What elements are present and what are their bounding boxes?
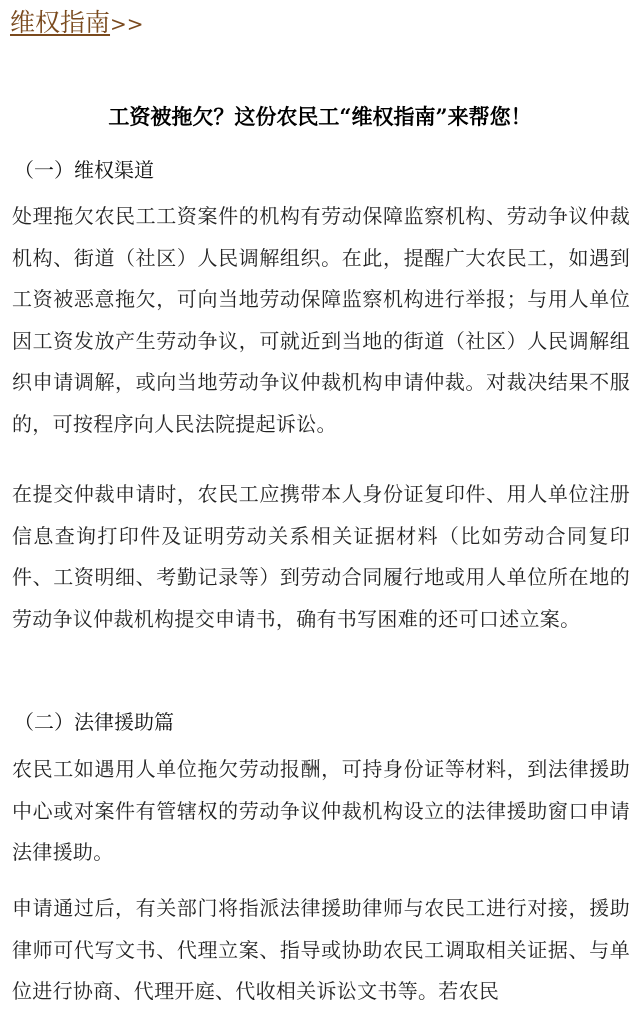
paragraph: 在提交仲裁申请时，农民工应携带本人身份证复印件、用人单位注册信息查询打印件及证明劳动关系相关证据材料（比如劳动合同复印件、工资明细、考勤记录等）到劳动合同履行地或用人单位所在地的劳动争议仲裁机构提交申请书，确有书写困难的还可口述立案。 [12,482,630,631]
article-title: 工资被拖欠？这份农民工“维权指南”来帮您！ [108,104,532,129]
paragraph: 处理拖欠农民工工资案件的机构有劳动保障监察机构、劳动争议仲裁机构、街道（社区）人民调解组织。在此，提醒广大农民工，如遇到工资被恶意拖欠，可向当地劳动保障监察机构进行举报；与用人单位因工资发放产生劳动争议，可就近到当地的街道（社区）人民调解组织申请调解，或向当地劳动争议仲裁机构申请仲裁。对裁决结果不服的，可按程序向人民法院提起诉讼。 [12,204,630,436]
section-heading-legal-aid: （二）法律援助篇 [14,710,174,734]
section-heading-channels: （一）维权渠道 [14,158,154,182]
paragraph: 申请通过后，有关部门将指派法律援助律师与农民工进行对接，援助律师可代写文书、代理立案、指导或协助农民工调取相关证据、与单位进行协商、代理开庭、代收相关诉讼文书等。若农民 [12,896,630,1003]
guide-nav-link[interactable] [10,6,144,41]
paragraph: 农民工如遇用人单位拖欠劳动报酬，可持身份证等材料，到法律援助中心或对案件有管辖权的劳动争议仲裁机构设立的法律援助窗口申请法律援助。 [12,757,630,864]
chevron-double-right-icon: >> [110,12,144,36]
guide-link-label[interactable]: 维权指南 [10,8,111,37]
